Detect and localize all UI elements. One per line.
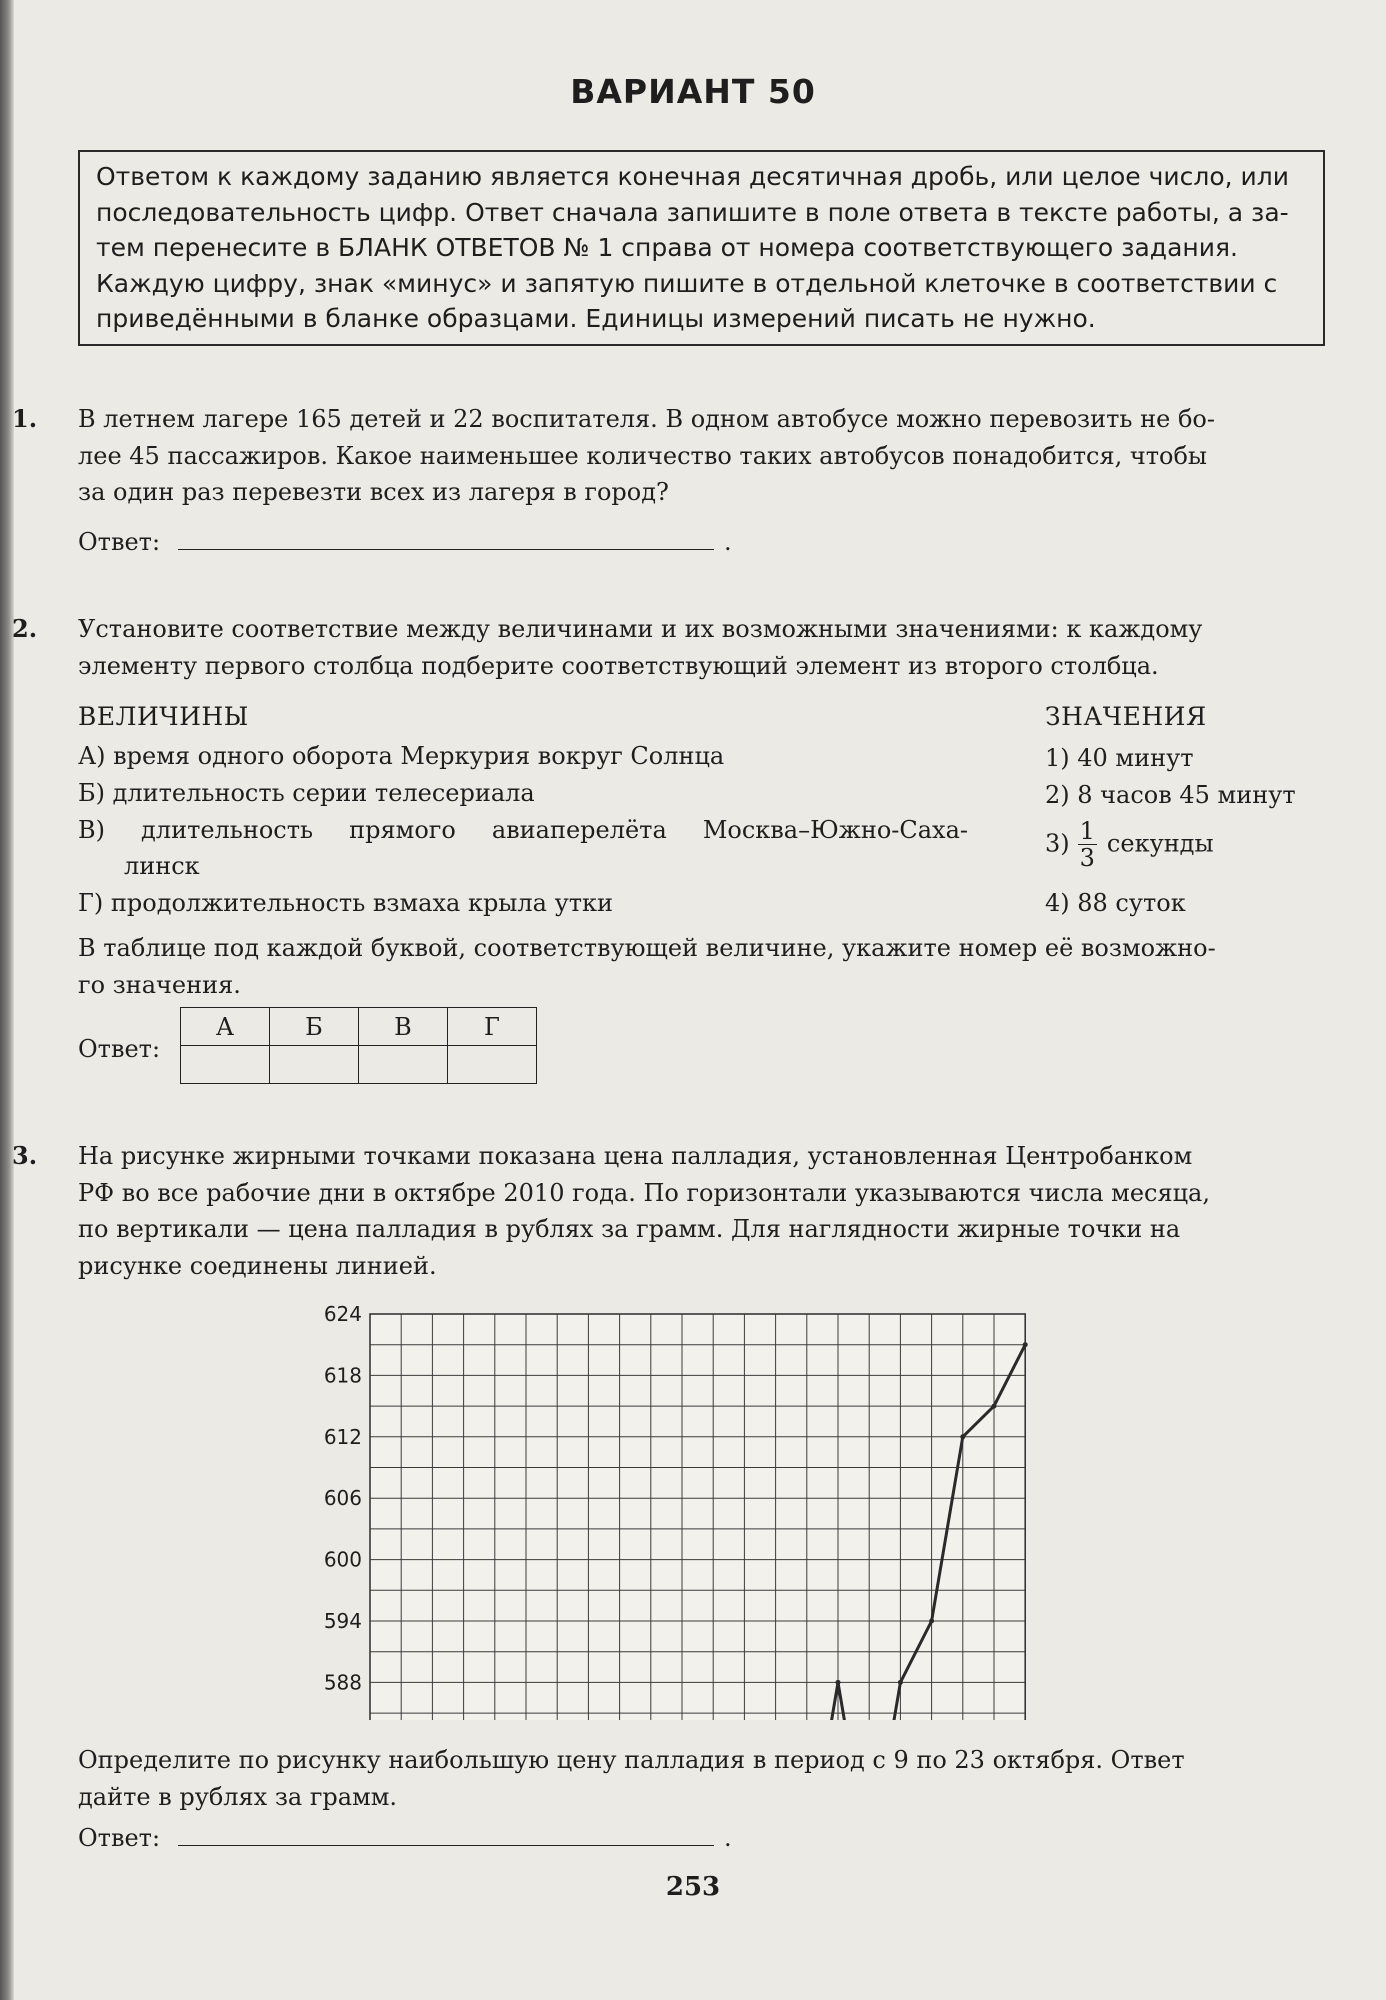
- data-point: [929, 1619, 934, 1624]
- task2-line: элементу первого столбца подберите соответствующий элемент из второго столбца.: [78, 651, 1159, 680]
- page-title: ВАРИАНТ 50: [570, 72, 816, 111]
- fraction-denominator: 3: [1079, 844, 1095, 873]
- y-tick-label: 588: [323, 1670, 362, 1695]
- instruction-line: Каждую цифру, знак «минус» и запятую пишите в отдельной клеточке в соответствии с: [96, 268, 1278, 298]
- task2-note-line: В таблице под каждой буквой, соответствующей величине, укажите номер её возможно-: [78, 934, 1216, 962]
- task1-answer-end: .: [724, 528, 732, 556]
- task3-number: 3.: [12, 1141, 38, 1170]
- task2-answer-label: Ответ:: [78, 1035, 161, 1063]
- task3-line: На рисунке жирными точками показана цена палладия, установленная Центробанком: [78, 1142, 1193, 1170]
- quantity-item: А) время одного оборота Меркурия вокруг Солнца: [78, 742, 725, 770]
- y-tick-label: 600: [323, 1547, 362, 1572]
- task1-number: 1.: [12, 404, 38, 433]
- y-tick-label: 612: [323, 1424, 362, 1449]
- palladium-price-chart: [300, 1300, 1040, 1720]
- task1-answer-field[interactable]: [178, 548, 714, 550]
- fraction: [1078, 818, 1097, 872]
- answer-table-header: Б: [270, 1008, 359, 1046]
- values-header: ЗНАЧЕНИЯ: [1045, 702, 1207, 731]
- task3-text: [78, 1138, 1340, 1284]
- value-item: 1) 40 минут: [1045, 744, 1194, 772]
- answer-cell[interactable]: [181, 1046, 270, 1084]
- data-point: [1023, 1342, 1028, 1347]
- task1-text: [78, 401, 1340, 511]
- y-tick-label: 618: [323, 1363, 362, 1388]
- answer-table-header: В: [359, 1008, 448, 1046]
- task2-text: [78, 611, 1340, 684]
- answer-table-header: Г: [448, 1008, 537, 1046]
- task1-line: В летнем лагере 165 детей и 22 воспитателя. В одном автобусе можно перевозить не бо-: [78, 405, 1215, 433]
- instruction-line: тем перенесите в БЛАНК ОТВЕТОВ № 1 справа от номера соответствующего задания.: [96, 233, 1238, 262]
- instructions-box: [78, 150, 1325, 346]
- instruction-line: Ответом к каждому заданию является конечная десятичная дробь, или целое число, или: [96, 162, 1290, 191]
- task3-answer-field[interactable]: [178, 1844, 714, 1846]
- quantity-item: В) длительность прямого авиаперелёта Москва–Южно-Саха-: [78, 816, 968, 844]
- value-item: 2) 8 часов 45 минут: [1045, 781, 1296, 809]
- fraction-unit: секунды: [1106, 829, 1214, 858]
- task3-question-line: дайте в рублях за грамм.: [78, 1782, 398, 1811]
- data-point: [898, 1680, 903, 1685]
- task1-answer-label: Ответ:: [78, 528, 161, 556]
- answer-cell[interactable]: [270, 1046, 359, 1084]
- data-point: [992, 1404, 997, 1409]
- task3-question-line: Определите по рисунку наибольшую цену палладия в период с 9 по 23 октября. Ответ: [78, 1746, 1185, 1774]
- task2-line: Установите соответствие между величинами и их возможными значениями: к каждому: [78, 615, 1203, 643]
- value-item-fraction: [1045, 818, 1214, 872]
- value-item: 4) 88 суток: [1045, 889, 1186, 917]
- quantity-item: Б) длительность серии телесериала: [78, 779, 535, 807]
- fraction-numerator: 1: [1079, 817, 1095, 845]
- y-tick-label: 624: [323, 1302, 362, 1326]
- task1-line: за один раз перевезти всех из лагеря в город?: [78, 478, 669, 506]
- task3-answer: [78, 1824, 732, 1852]
- task1-answer: [78, 528, 732, 556]
- task2-number: 2.: [12, 614, 38, 643]
- task3-answer-end: .: [724, 1824, 732, 1852]
- instruction-line: последовательность цифр. Ответ сначала запишите в поле ответа в тексте работы, а за-: [96, 197, 1289, 227]
- task3-line: рисунке соединены линией.: [78, 1251, 437, 1280]
- task3-answer-label: Ответ:: [78, 1824, 161, 1852]
- page-number: 253: [665, 1872, 721, 1902]
- quantity-item-continued: линск: [124, 852, 200, 880]
- page-binding-shadow: [0, 0, 14, 2000]
- y-tick-label: 594: [323, 1609, 362, 1633]
- data-point: [836, 1680, 841, 1685]
- task3-line: РФ во все рабочие дни в октябре 2010 года. По горизонтали указываются числа месяца,: [78, 1178, 1210, 1207]
- answer-table-header: А: [181, 1008, 270, 1046]
- task2-note-line: го значения.: [78, 970, 241, 999]
- quantity-item: Г) продолжительность взмаха крыла утки: [78, 889, 613, 917]
- value-item-number: 3): [1045, 829, 1070, 858]
- task1-line: лее 45 пассажиров. Какое наименьшее количество таких автобусов понадобится, чтобы: [78, 441, 1207, 470]
- answer-cell[interactable]: [448, 1046, 537, 1084]
- data-point: [960, 1434, 965, 1439]
- answer-cell[interactable]: [359, 1046, 448, 1084]
- task3-question: [78, 1742, 1340, 1815]
- task2-table-note: [78, 930, 1340, 1003]
- task2-answer-table: [180, 1007, 537, 1084]
- y-tick-label: 606: [323, 1486, 362, 1511]
- task3-line: по вертикали — цена палладия в рублях за грамм. Для наглядности жирные точки на: [78, 1215, 1181, 1243]
- quantities-header: ВЕЛИЧИНЫ: [78, 702, 249, 731]
- instruction-line: приведёнными в бланке образцами. Единицы измерений писать не нужно.: [96, 304, 1096, 333]
